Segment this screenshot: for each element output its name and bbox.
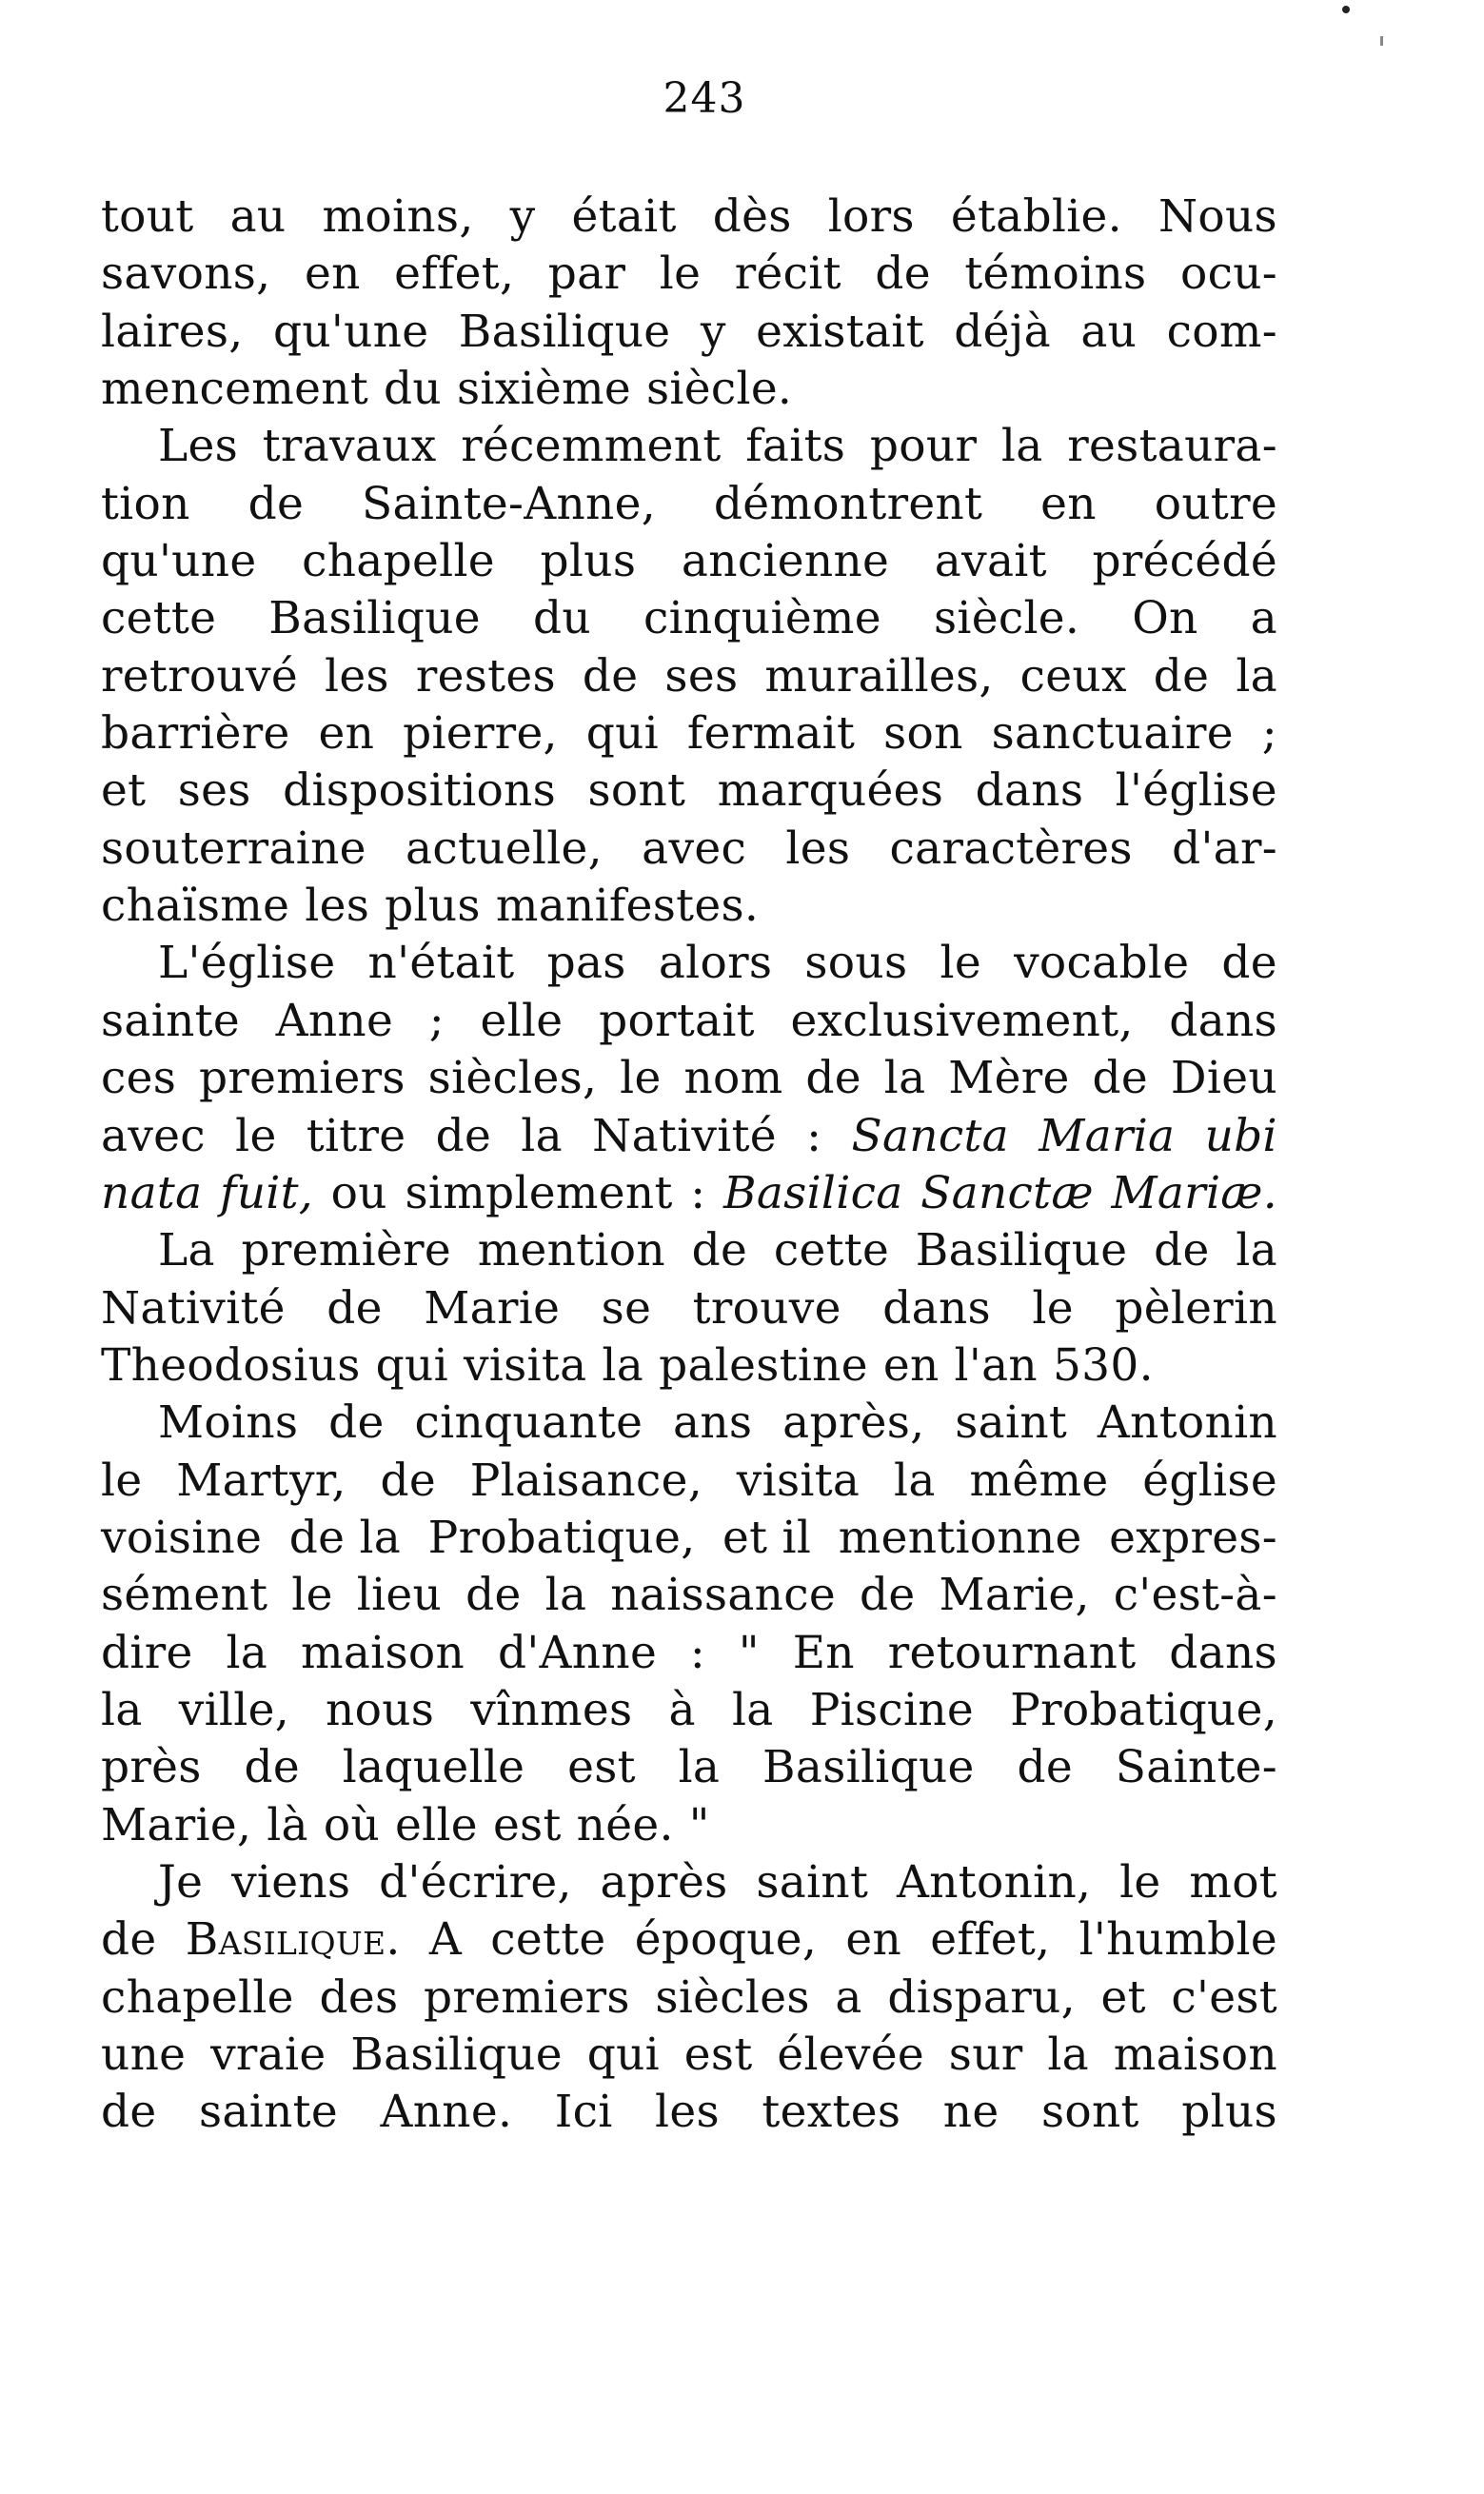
- word: ancienne: [681, 535, 890, 588]
- word: ans: [673, 1396, 753, 1450]
- word: Martyr,: [176, 1454, 346, 1507]
- word: c'est-à-: [1113, 1569, 1277, 1622]
- word: Ici: [554, 2086, 613, 2139]
- word: ;: [428, 994, 445, 1047]
- word: siècle.: [933, 592, 1080, 645]
- word: portait: [599, 994, 755, 1047]
- word: de: [435, 1109, 492, 1162]
- word: la: [894, 1454, 936, 1507]
- word: chaïsme: [101, 880, 290, 933]
- word: plus: [385, 880, 481, 933]
- word: où: [323, 1798, 381, 1851]
- word: avec: [642, 821, 747, 875]
- word: plus: [540, 535, 637, 588]
- word: qui: [586, 2029, 660, 2081]
- word: sanctuaire: [991, 707, 1234, 761]
- word: mention: [477, 1224, 665, 1277]
- word: vocable: [1014, 937, 1190, 990]
- word: sous: [804, 937, 908, 990]
- word: en: [318, 707, 375, 761]
- word: c'est: [1171, 1970, 1277, 2024]
- word: Je: [158, 1855, 204, 1909]
- word: maison: [1113, 2029, 1277, 2081]
- word: en: [1040, 477, 1097, 530]
- word: le: [1032, 1281, 1074, 1335]
- word: est: [683, 2029, 753, 2081]
- text-line: [101, 1280, 1277, 1337]
- word: le: [235, 1109, 277, 1162]
- text-line: [101, 590, 1277, 647]
- word: après,: [782, 1396, 925, 1450]
- text-line: [101, 1797, 1277, 1854]
- word: là: [267, 1798, 308, 1851]
- word: récemment: [461, 420, 722, 473]
- word: Antonin,: [896, 1855, 1092, 1909]
- word: palestine: [659, 1338, 868, 1392]
- word: le: [940, 937, 981, 990]
- word: cinquante: [414, 1396, 643, 1450]
- word: le: [1119, 1855, 1161, 1909]
- word: de: [805, 1052, 861, 1105]
- word: qui: [585, 707, 660, 761]
- word: effet,: [394, 247, 515, 301]
- word: Mère: [948, 1052, 1070, 1105]
- word: établie.: [950, 190, 1122, 243]
- text-line: [101, 2084, 1277, 2141]
- word: la: [1047, 2029, 1089, 2081]
- word: faits: [745, 420, 846, 473]
- word: Basilique: [458, 305, 671, 358]
- word: qui: [375, 1338, 448, 1392]
- word: vînmes: [470, 1683, 633, 1736]
- word: les: [655, 2086, 720, 2139]
- word: époque,: [634, 1913, 818, 1967]
- word: Marie,: [939, 1569, 1090, 1622]
- word: elle: [480, 994, 564, 1047]
- word: avec: [101, 1109, 206, 1162]
- word: et: [1100, 1970, 1146, 2024]
- word: textes: [762, 2086, 901, 2139]
- word: On: [1132, 592, 1198, 645]
- word: l'humble: [1078, 1913, 1277, 1967]
- word: existait: [756, 305, 924, 358]
- word: n'était: [367, 937, 515, 990]
- word: disparu,: [887, 1970, 1076, 2024]
- word: manifestes.: [495, 880, 760, 933]
- word: chapelle: [101, 1970, 294, 2024]
- word: la: [544, 1569, 587, 1622]
- word: A: [428, 1913, 463, 1967]
- word: souterraine: [101, 821, 366, 875]
- word: des: [319, 1970, 399, 2024]
- word: murailles,: [764, 649, 994, 703]
- text-line: [101, 762, 1277, 820]
- word: Nativité: [592, 1109, 777, 1162]
- word: du: [532, 592, 591, 645]
- word: Sancta: [851, 1109, 1009, 1162]
- word: com-: [1166, 305, 1277, 358]
- word: ceux: [1019, 649, 1127, 703]
- word: mot: [1189, 1855, 1277, 1909]
- word: de la: [288, 1511, 402, 1564]
- word: a: [1250, 592, 1277, 645]
- word: fuit,: [220, 1166, 314, 1219]
- word: déjà: [954, 305, 1051, 358]
- word: au: [1080, 305, 1138, 358]
- word: dans: [882, 1281, 991, 1335]
- word: ces: [101, 1052, 177, 1105]
- text-line: [101, 188, 1277, 246]
- word: de: [380, 1454, 436, 1507]
- word: saint: [955, 1396, 1068, 1450]
- text-line: [101, 476, 1277, 533]
- word: plus: [1181, 2086, 1277, 2139]
- word: retrouvé: [101, 649, 298, 703]
- word: qu'une: [101, 535, 257, 588]
- word: cette: [773, 1224, 890, 1277]
- scan-mark-dot: [1342, 6, 1350, 13]
- word: Mariæ.: [1111, 1166, 1277, 1219]
- word: sur: [948, 2029, 1023, 2081]
- word: fermait: [686, 707, 856, 761]
- word: elle: [395, 1798, 478, 1851]
- word: ": [738, 1626, 760, 1679]
- word: près: [101, 1741, 202, 1794]
- word: Piscine: [809, 1683, 975, 1736]
- text-line: [101, 648, 1277, 705]
- word: premiers: [199, 1052, 406, 1105]
- word: voisine: [101, 1511, 263, 1564]
- word: caractères: [889, 821, 1133, 875]
- word: Basilique: [915, 1224, 1128, 1277]
- text-line: [101, 361, 1277, 418]
- word: :: [689, 1626, 706, 1679]
- word: la: [602, 1338, 644, 1392]
- word: Les: [158, 420, 239, 473]
- word: ubi: [1204, 1109, 1277, 1162]
- word: dans: [975, 764, 1084, 818]
- word: ne: [942, 2086, 999, 2139]
- word: la: [1236, 649, 1277, 703]
- word: cette: [490, 1913, 606, 1967]
- word: laires,: [101, 305, 244, 358]
- word: Nous: [1158, 190, 1277, 243]
- word: siècles,: [427, 1052, 598, 1105]
- word: naissance: [610, 1569, 836, 1622]
- word: Probatique,: [427, 1511, 696, 1564]
- word: la: [101, 1683, 143, 1736]
- word: dire: [101, 1626, 193, 1679]
- word: L'église: [158, 937, 336, 990]
- text-line: [101, 418, 1277, 475]
- word: saint: [756, 1855, 869, 1909]
- text-line: [101, 1453, 1277, 1510]
- word: Basilique: [762, 1741, 975, 1794]
- word: ": [688, 1798, 710, 1851]
- word: Sainte-: [1115, 1741, 1277, 1794]
- word: sixième: [457, 363, 631, 416]
- word: dans: [1169, 1626, 1277, 1679]
- word: église: [1142, 1454, 1277, 1507]
- word: pierre,: [403, 707, 558, 761]
- word: de: [244, 1741, 300, 1794]
- word: vraie: [210, 2029, 326, 2081]
- word: sément: [101, 1569, 268, 1622]
- word: ocu-: [1180, 247, 1277, 301]
- word: alors: [658, 937, 773, 990]
- text-line: [101, 1854, 1277, 1911]
- word: Dieu: [1170, 1052, 1277, 1105]
- word: Sanctæ: [920, 1166, 1094, 1219]
- word: moins,: [322, 190, 474, 243]
- text-line: [101, 878, 1277, 935]
- word: dès: [712, 190, 792, 243]
- word: Theodosius: [101, 1338, 361, 1392]
- word: en: [845, 1913, 902, 1967]
- word: nata: [101, 1166, 203, 1219]
- word: au: [229, 190, 287, 243]
- word: de: [859, 1569, 916, 1622]
- word: de: [101, 2086, 157, 2139]
- word: la: [521, 1109, 563, 1162]
- word: travaux: [262, 420, 437, 473]
- word: le: [101, 1454, 143, 1507]
- scan-mark-tick: [1380, 36, 1383, 46]
- word: savons,: [101, 247, 271, 301]
- word: de: [1017, 1741, 1073, 1794]
- word: née.: [576, 1798, 674, 1851]
- word: récit: [734, 247, 841, 301]
- word: la: [678, 1741, 721, 1794]
- word: Sainte-Anne,: [362, 477, 656, 530]
- word: démontrent: [713, 477, 983, 530]
- text-line: [101, 1337, 1277, 1395]
- word: la: [1000, 420, 1043, 473]
- word: les: [324, 649, 389, 703]
- word: laquelle: [342, 1741, 525, 1794]
- word: les: [785, 821, 851, 875]
- word: dispositions: [283, 764, 557, 818]
- word: En: [792, 1626, 855, 1679]
- text-line: [101, 1911, 1277, 1969]
- word: Anne: [275, 994, 394, 1047]
- page-number: 243: [663, 74, 746, 123]
- word: pèlerin: [1115, 1281, 1277, 1335]
- text-line: [101, 304, 1277, 361]
- word: mentionne: [838, 1511, 1082, 1564]
- word: le: [659, 247, 702, 301]
- word: retournant: [887, 1626, 1137, 1679]
- word: visita: [463, 1338, 587, 1392]
- word: Probatique,: [1010, 1683, 1277, 1736]
- word: le: [620, 1052, 662, 1105]
- word: de: [465, 1569, 522, 1622]
- word: nom: [683, 1052, 783, 1105]
- text-line: [101, 533, 1277, 590]
- word: trouve: [692, 1281, 841, 1335]
- word: en: [882, 1338, 940, 1392]
- word: première: [241, 1224, 451, 1277]
- word: exclusivement,: [790, 994, 1134, 1047]
- word: en: [304, 247, 361, 301]
- text-line: [101, 246, 1277, 303]
- word: de: [328, 1396, 385, 1450]
- text-line: [101, 1969, 1277, 2027]
- word: Basilique: [350, 2029, 563, 2081]
- word: pas: [546, 937, 626, 990]
- word: ville,: [178, 1683, 289, 1736]
- word: tion: [101, 477, 190, 530]
- word: ou: [330, 1166, 387, 1219]
- word: ;: [1261, 707, 1277, 761]
- word: cette: [101, 592, 217, 645]
- text-line: [101, 705, 1277, 762]
- word: y: [700, 305, 726, 358]
- word: et il: [722, 1511, 812, 1564]
- text-line: [101, 2027, 1277, 2084]
- word: se: [601, 1281, 652, 1335]
- word: l'église: [1115, 764, 1277, 818]
- text-line: [101, 1222, 1277, 1279]
- word: visita: [736, 1454, 861, 1507]
- word: :: [806, 1109, 822, 1162]
- word: est: [492, 1798, 562, 1851]
- word: de: [691, 1224, 748, 1277]
- word: après: [600, 1855, 728, 1909]
- word: titre: [306, 1109, 406, 1162]
- word: une: [101, 2029, 187, 2081]
- word: marquées: [717, 764, 944, 818]
- word: avait: [934, 535, 1047, 588]
- text-line: [101, 1050, 1277, 1107]
- word: outre: [1154, 477, 1277, 530]
- word: Marie,: [101, 1798, 252, 1851]
- word: a: [835, 1970, 862, 2024]
- word: ses: [664, 649, 739, 703]
- word: l'an: [954, 1338, 1038, 1392]
- word: Basilique.: [185, 1913, 401, 1967]
- word: Basilique: [268, 592, 481, 645]
- word: pour: [869, 420, 978, 473]
- word: Moins: [158, 1396, 299, 1450]
- word: et: [101, 764, 147, 818]
- word: Antonin: [1097, 1396, 1277, 1450]
- text-line: [101, 1567, 1277, 1624]
- word: à: [668, 1683, 696, 1736]
- word: la: [731, 1683, 774, 1736]
- word: siècles: [655, 1970, 810, 2024]
- word: lieu: [356, 1569, 443, 1622]
- word: de: [875, 247, 931, 301]
- word: cinquième: [643, 592, 881, 645]
- word: nous: [326, 1683, 435, 1736]
- word: son: [883, 707, 963, 761]
- text-line: [101, 1165, 1277, 1222]
- word: de: [1154, 1224, 1210, 1277]
- word: élevée: [777, 2029, 924, 2081]
- word: Basilica: [723, 1166, 903, 1219]
- word: barrière: [101, 707, 290, 761]
- word: le: [291, 1569, 333, 1622]
- word: d'écrire,: [379, 1855, 572, 1909]
- word: simplement: [405, 1166, 673, 1219]
- text-line: [101, 1739, 1277, 1796]
- word: y: [509, 190, 536, 243]
- word: de: [1092, 1052, 1149, 1105]
- text-line: [101, 1395, 1277, 1452]
- word: du: [384, 363, 442, 416]
- word: sont: [1040, 2086, 1139, 2139]
- word: de: [1153, 649, 1210, 703]
- word: la: [1236, 1224, 1277, 1277]
- word: :: [690, 1166, 706, 1219]
- word: mencement: [101, 363, 369, 416]
- word: restaura-: [1067, 420, 1277, 473]
- word: sainte: [199, 2086, 338, 2139]
- word: témoins: [964, 247, 1147, 301]
- word: même: [969, 1454, 1109, 1507]
- word: les: [305, 880, 370, 933]
- word: de: [582, 649, 639, 703]
- word: est: [567, 1741, 636, 1794]
- text-line: [101, 1682, 1277, 1739]
- word: sont: [587, 764, 686, 818]
- word: Anne.: [380, 2086, 513, 2139]
- word: la: [226, 1626, 268, 1679]
- word: effet,: [930, 1913, 1051, 1967]
- word: chapelle: [302, 535, 495, 588]
- word: de: [247, 477, 305, 530]
- word: viens: [231, 1855, 351, 1909]
- word: Plaisance,: [469, 1454, 702, 1507]
- word: premiers: [424, 1970, 630, 2024]
- word: Maria: [1039, 1109, 1176, 1162]
- word: par: [547, 247, 626, 301]
- word: expres-: [1109, 1511, 1277, 1564]
- body-text: [101, 188, 1277, 2142]
- word: de: [101, 1913, 157, 1967]
- word: Nativité: [101, 1281, 286, 1335]
- word: dans: [1169, 994, 1277, 1047]
- text-line: [101, 821, 1277, 878]
- text-line: [101, 993, 1277, 1050]
- word: La: [158, 1224, 215, 1277]
- word: de: [1221, 937, 1277, 990]
- word: était: [571, 190, 677, 243]
- word: restes: [415, 649, 556, 703]
- word: d'ar-: [1172, 821, 1277, 875]
- word: 530.: [1052, 1338, 1154, 1392]
- word: qu'une: [272, 305, 429, 358]
- word: tout: [101, 190, 194, 243]
- word: Marie: [424, 1281, 561, 1335]
- word: lors: [827, 190, 915, 243]
- word: ses: [177, 764, 251, 818]
- word: précédé: [1092, 535, 1277, 588]
- text-line: [101, 1625, 1277, 1682]
- word: maison: [300, 1626, 465, 1679]
- word: actuelle,: [406, 821, 603, 875]
- word: la: [883, 1052, 926, 1105]
- word: siècle.: [646, 363, 793, 416]
- text-line: [101, 1108, 1277, 1165]
- text-line: [101, 1510, 1277, 1567]
- word: de: [326, 1281, 383, 1335]
- word: sainte: [101, 994, 240, 1047]
- word: d'Anne: [497, 1626, 658, 1679]
- text-line: [101, 935, 1277, 992]
